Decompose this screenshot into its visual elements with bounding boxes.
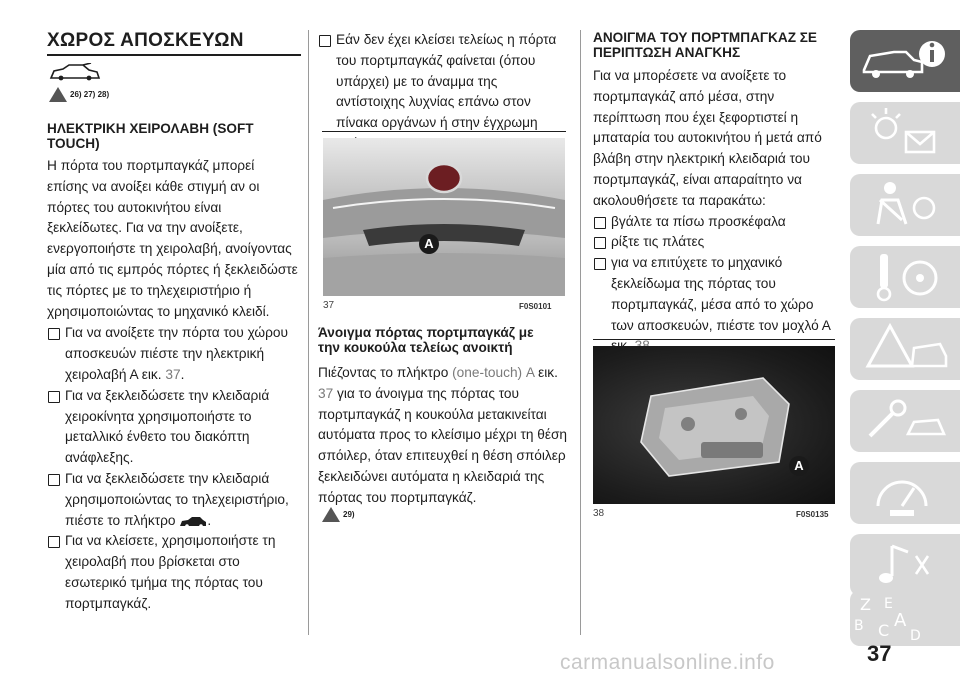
svg-text:Z: Z: [860, 595, 871, 614]
music-note-icon: [850, 534, 960, 596]
emergency-opening-text: [593, 66, 838, 357]
trunk-lid-illustration: [323, 138, 565, 296]
lever-mechanism-illustration: [593, 346, 835, 504]
warning-triangle-icon: [49, 87, 67, 102]
list-item: βγάλτε τα πίσω προσκέφαλα: [593, 212, 838, 233]
key-steering-wheel-icon: [850, 246, 960, 308]
list-item: Για να ανοίξετε την πόρτα του χώρου αποσκευών πιέστε την ηλεκτρική χειρολαβή Α εικ. 37.: [47, 323, 299, 385]
svg-text:E: E: [884, 596, 893, 612]
figure-top-rule: [322, 131, 566, 132]
list-item: Εάν δεν έχει κλείσει τελείως η πόρτα του πορτμπαγκάζ φαίνεται (όπου υπάρχει) με το άναμμα της αντίστοιχης λυχνίας επάνω στον πίνακα οργάνων ή στην έγχρωμη: [318, 30, 568, 155]
figure-number: 38: [593, 508, 605, 519]
trunk-lid-photo: [323, 138, 565, 296]
tab-warning-lights[interactable]: [850, 102, 960, 164]
svg-text:D: D: [910, 628, 921, 644]
tab-emergency[interactable]: [850, 318, 960, 380]
svg-text:B: B: [854, 618, 864, 634]
page-number: 37: [867, 641, 892, 666]
warning-light-icon: [850, 102, 960, 164]
emergency-lever-photo: [593, 346, 835, 504]
marker-a: A: [789, 456, 809, 476]
column-divider: [308, 30, 309, 635]
list-item: για να επιτύχετε το μηχανικό ξεκλείδωμα της πόρτας του πορτμπαγκάζ, μέσα από το χώρο των αποσκευών, πιέστε τον μοχλό Α: [593, 253, 838, 357]
tab-starting-driving[interactable]: [850, 246, 960, 308]
warning-refs: 26) 27) 28): [70, 90, 110, 99]
tab-technical-data[interactable]: [850, 462, 960, 524]
tab-index[interactable]: [850, 590, 960, 646]
closing-warning-text: [318, 30, 568, 155]
list-item: Για να κλείσετε, χρησιμοποιήστε τη χειρολαβή που βρίσκεται στο εσωτερικό τμήμα της πόρτας του πορτμπαγκάζ.: [47, 531, 299, 614]
tab-getting-to-know-car[interactable]: [850, 30, 960, 92]
car-info-icon: [850, 30, 960, 92]
warning-notes: [49, 87, 109, 102]
full-hood-paragraph: Πιέζοντας το πλήκτρο (one-touch) A εικ. 37 για το άνοιγμα της πόρτας του πορτμπαγκάζ η κουκούλα μετακινείται αυτόματα προς το κλείσιμο μέχρι τη θέση σπόιλερ, όταν επιτευχθεί η θέση σπόιλερ ξεκλειδώνει αυτόματα η κλειδαριά της πόρτας του πορτμπαγκάζ.: [318, 365, 568, 505]
wrench-car-icon: [850, 390, 960, 452]
full-hood-text: [318, 363, 568, 509]
warning-notes: [322, 507, 355, 522]
gauge-icon: [850, 462, 960, 524]
warning-triangle-car-icon: [850, 318, 960, 380]
figure-number: 37: [323, 300, 335, 311]
svg-text:A: A: [894, 610, 907, 631]
intro-paragraph: Για να μπορέσετε να ανοίξετε το πορτμπαγκάζ από μέσα, στην περίπτωση που έχει ξεφορτιστεί η μπαταρία του αυτοκινήτου ή μετά από βλάβη στην ηλεκτρική κλειδαριά του πορτμπαγκάζ, είναι απαραίτητο να ακολουθήσετε τα παρακάτω:: [593, 68, 822, 208]
page-title: ΧΩΡΟΣ ΑΠΟΣΚΕΥΩΝ: [47, 30, 244, 51]
tab-maintenance[interactable]: [850, 390, 960, 452]
marker-a: A: [419, 234, 439, 254]
list-item: ρίξτε τις πλάτες: [593, 232, 838, 253]
figure-code: F0S0101: [519, 302, 552, 311]
list-item: Για να ξεκλειδώσετε την κλειδαριά χρησιμοποιώντας το τηλεχειριστήριο, πιέστε το πλήκτρο .: [47, 469, 299, 531]
tab-safety[interactable]: [850, 174, 960, 236]
intro-paragraph: Η πόρτα του πορτμπαγκάζ μπορεί επίσης να ανοίξει κάθε στιγμή αν οι πόρτες του αυτοκινήτου είναι ξεκλείδωτες. Για να την ανοίξετε, ενεργοποιήστε τη χειρολαβή, ανοίγοντας μία από τις εμπρός πόρτες ή ξεκλειδώστε τις πόρτες με το τηλεχειριστήριο ή χρησιμοποιώντας το μηχανικό κλειδί.: [47, 158, 298, 319]
svg-text:C: C: [878, 621, 890, 640]
alphabet-index-icon: [850, 590, 960, 646]
warning-triangle-icon: [322, 507, 340, 522]
column-divider: [580, 30, 581, 635]
warning-refs: 29): [343, 510, 355, 519]
electric-handle-heading: ΗΛΕΚΤΡΙΚΗ ΧΕΙΡΟΛΑΒΗ (SOFT TOUCH): [47, 121, 254, 151]
watermark: carmanualsonline.info: [560, 651, 775, 674]
seatbelt-person-icon: [850, 174, 960, 236]
list-item: Για να ξεκλειδώσετε την κλειδαριά χειροκίνητα χρησιμοποιήστε το μεταλλικό ένθετο του διακόπτη ανάφλεξης.: [47, 386, 299, 469]
electric-handle-text: [47, 156, 299, 615]
title-underline: [47, 54, 301, 56]
emergency-opening-heading: ΑΝΟΙΓΜΑ ΤΟΥ ΠΟΡΤΜΠΑΓΚΑΖ ΣΕ ΠΕΡΙΠΤΩΣΗ ΑΝΑΓΚΗΣ: [593, 30, 817, 60]
tab-multimedia[interactable]: [850, 534, 960, 596]
car-trunk-key-icon: [179, 514, 207, 528]
figure-code: F0S0135: [796, 510, 829, 519]
figure-top-rule: [593, 339, 835, 340]
car-trunk-icon: [49, 63, 101, 81]
full-hood-heading: Άνοιγμα πόρτας πορτμπαγκάζ με την κουκούλα τελείως ανοικτή: [318, 325, 534, 355]
